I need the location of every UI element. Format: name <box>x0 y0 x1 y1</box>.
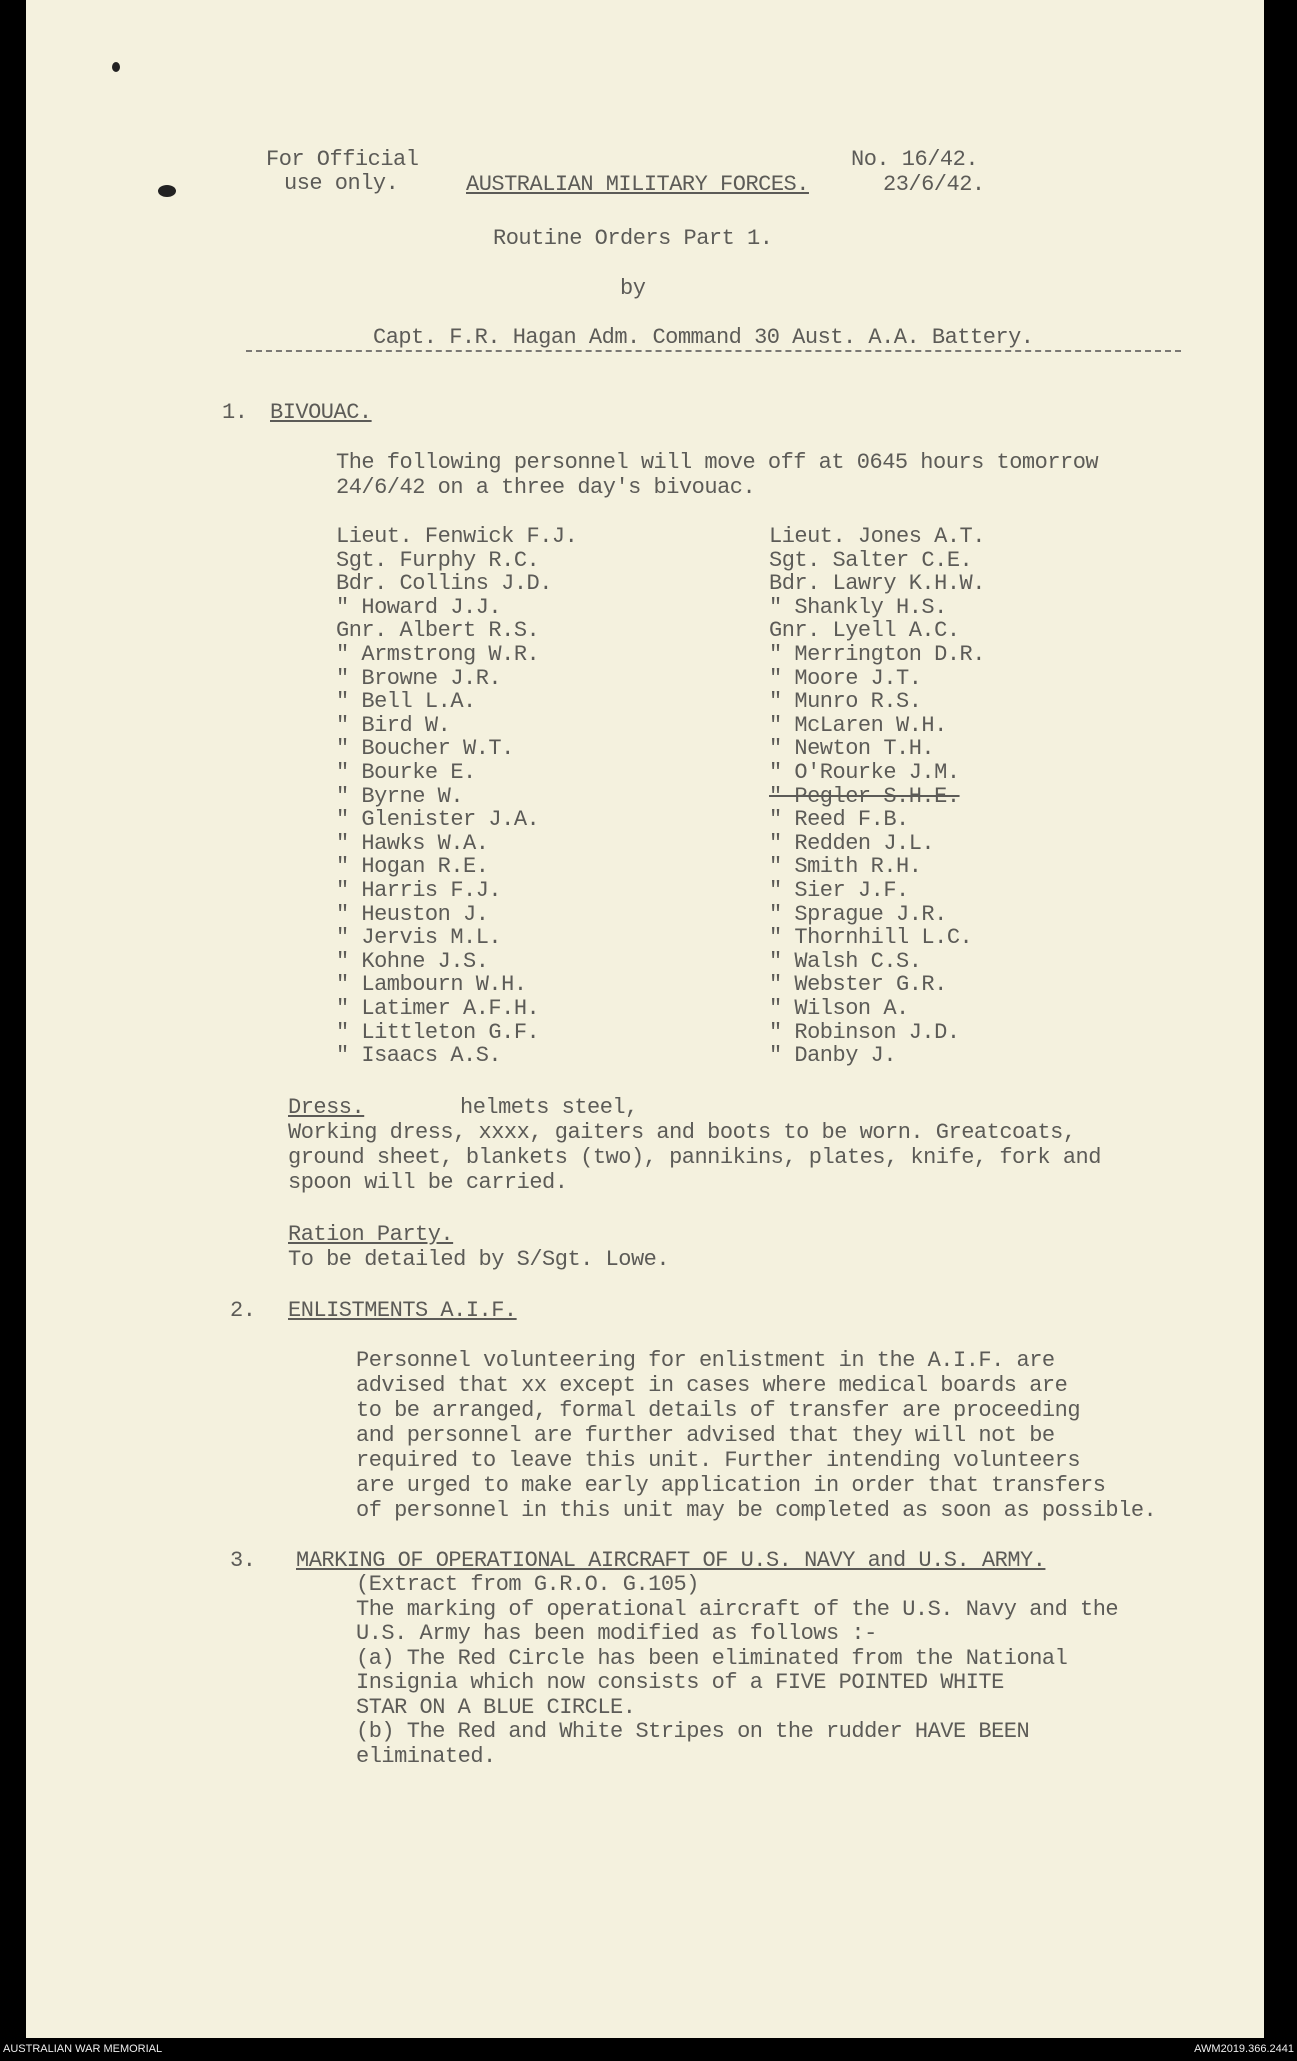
body-line: (b) The Red and White Stripes on the rudder HAVE BEEN <box>356 1719 1030 1744</box>
personnel-entry: Gnr. Lyell A.C. <box>769 618 960 644</box>
body-line: U.S. Army has been modified as follows :- <box>356 1621 877 1646</box>
org-title: AUSTRALIAN MILITARY FORCES. <box>466 172 809 197</box>
personnel-entry: " Byrne W. <box>336 783 464 809</box>
personnel-entry: " Lambourn W.H. <box>336 972 527 998</box>
personnel-entry: " Shankly H.S. <box>769 594 947 620</box>
body-line: required to leave this unit. Further intending volunteers <box>356 1448 1081 1473</box>
body-line: Personnel volunteering for enlistment in the A.I.F. are <box>356 1348 1055 1373</box>
section-number: 3. <box>230 1548 256 1573</box>
personnel-entry: " Smith R.H. <box>769 854 922 880</box>
personnel-entry: " Webster G.R. <box>769 972 947 998</box>
body-line: Insignia which now consists of a FIVE POINTED WHITE <box>356 1670 1004 1695</box>
personnel-entry: Bdr. Collins J.D. <box>336 571 552 597</box>
body-line: of personnel in this unit may be completed as soon as possible. <box>356 1498 1157 1523</box>
order-date: 23/6/42. <box>883 172 985 197</box>
body-line: are urged to make early application in order that transfers <box>356 1473 1106 1498</box>
section-number: 2. <box>230 1298 256 1323</box>
personnel-entry: " Robinson J.D. <box>769 1019 960 1045</box>
body-line: (Extract from G.R.O. G.105) <box>356 1572 699 1597</box>
personnel-entry: " Hawks W.A. <box>336 830 489 856</box>
official-line2: use only. <box>284 171 399 196</box>
personnel-entry: Gnr. Albert R.S. <box>336 618 540 644</box>
body-line: to be arranged, formal details of transfer are proceeding <box>356 1398 1081 1423</box>
body-line: spoon will be carried. <box>288 1170 568 1195</box>
personnel-entry: " McLaren W.H. <box>769 712 947 738</box>
body-line: and personnel are further advised that they will not be <box>356 1423 1055 1448</box>
body-line: (a) The Red Circle has been eliminated from the National <box>356 1645 1068 1671</box>
personnel-entry: " Glenister J.A. <box>336 807 540 833</box>
personnel-entry: " Harris F.J. <box>336 878 502 903</box>
footer-credit: AUSTRALIAN WAR MEMORIAL <box>3 2043 163 2055</box>
personnel-entry: " Kohne J.S. <box>336 948 489 974</box>
header-rule <box>246 350 1181 352</box>
personnel-entry: " Heuston J. <box>336 901 489 927</box>
personnel-entry: " Sier J.F. <box>769 878 909 903</box>
section-title: MARKING OF OPERATIONAL AIRCRAFT OF U.S. NAVY and U.S. ARMY. <box>296 1548 1046 1573</box>
by-line: by <box>620 276 646 301</box>
ration-label: Ration Party. <box>288 1222 454 1247</box>
section-number: 1. <box>222 400 248 425</box>
body-line: eliminated. <box>356 1743 496 1769</box>
personnel-entry: " Bird W. <box>336 712 451 738</box>
personnel-entry: " Redden J.L. <box>769 830 935 856</box>
body-line: The following personnel will move off at 0645 hours tomorrow <box>336 450 1099 475</box>
personnel-entry: Sgt. Furphy R.C. <box>336 547 540 573</box>
document-page <box>26 0 1264 2038</box>
personnel-entry: " Danby J. <box>769 1043 897 1069</box>
personnel-entry: " Reed F.B. <box>769 807 909 833</box>
personnel-entry: " Jervis M.L. <box>336 925 502 951</box>
personnel-entry: " Munro R.S. <box>769 689 922 715</box>
personnel-entry: " Walsh C.S. <box>769 948 922 974</box>
body-line: The marking of operational aircraft of the U.S. Navy and the <box>356 1596 1119 1622</box>
section-title: ENLISTMENTS A.I.F. <box>288 1298 517 1323</box>
footer-accession: AWM2019.366.2441 <box>1194 2043 1294 2055</box>
personnel-entry: " Moore J.T. <box>769 665 922 691</box>
personnel-entry: " Isaacs A.S. <box>336 1043 502 1069</box>
personnel-entry: " Thornhill L.C. <box>769 925 973 951</box>
section-title: BIVOUAC. <box>270 400 372 425</box>
order-number: No. 16/42. <box>851 147 979 172</box>
personnel-entry: Lieut. Jones A.T. <box>769 524 985 549</box>
personnel-entry: " Armstrong W.R. <box>336 642 540 667</box>
captain-line: Capt. F.R. Hagan Adm. Command 30 Aust. A.A. Battery. <box>373 325 1034 350</box>
personnel-entry: " Merrington D.R. <box>769 642 985 667</box>
personnel-entry: " Littleton G.F. <box>336 1019 540 1045</box>
personnel-entry: " O'Rourke J.M. <box>769 760 960 785</box>
body-line: ground sheet, blankets (two), pannikins, plates, knife, fork and <box>288 1145 1101 1170</box>
footer-bar <box>0 2038 1297 2061</box>
personnel-entry: " Bell L.A. <box>336 689 476 715</box>
body-line: advised that xx except in cases where medical boards are <box>356 1373 1068 1398</box>
body-line: To be detailed by S/Sgt. Lowe. <box>288 1247 670 1272</box>
personnel-entry: Lieut. Fenwick F.J. <box>336 524 578 549</box>
ink-speck <box>112 62 120 72</box>
personnel-entry: " Howard J.J. <box>336 594 502 620</box>
personnel-entry: " Pegler S.H.E. <box>769 783 960 809</box>
personnel-entry: " Sprague J.R. <box>769 901 947 927</box>
personnel-entry: " Wilson A. <box>769 996 909 1021</box>
personnel-entry: " Latimer A.F.H. <box>336 996 540 1021</box>
personnel-entry: " Newton T.H. <box>769 736 935 762</box>
ink-speck <box>158 185 176 197</box>
personnel-entry: " Bourke E. <box>336 760 476 785</box>
dress-label: Dress. <box>288 1095 365 1120</box>
dress-helmets: helmets steel, <box>460 1095 638 1120</box>
official-line1: For Official <box>266 147 419 172</box>
body-line: Working dress, xxxx, gaiters and boots to be worn. Greatcoats, <box>288 1120 1076 1145</box>
personnel-entry: " Boucher W.T. <box>336 736 514 762</box>
personnel-entry: Sgt. Salter C.E. <box>769 547 973 573</box>
orders-title: Routine Orders Part 1. <box>493 226 773 251</box>
personnel-entry: " Hogan R.E. <box>336 854 489 880</box>
body-line: STAR ON A BLUE CIRCLE. <box>356 1694 636 1720</box>
body-line: 24/6/42 on a three day's bivouac. <box>336 475 756 500</box>
personnel-entry: " Browne J.R. <box>336 665 502 691</box>
personnel-entry: Bdr. Lawry K.H.W. <box>769 571 985 597</box>
